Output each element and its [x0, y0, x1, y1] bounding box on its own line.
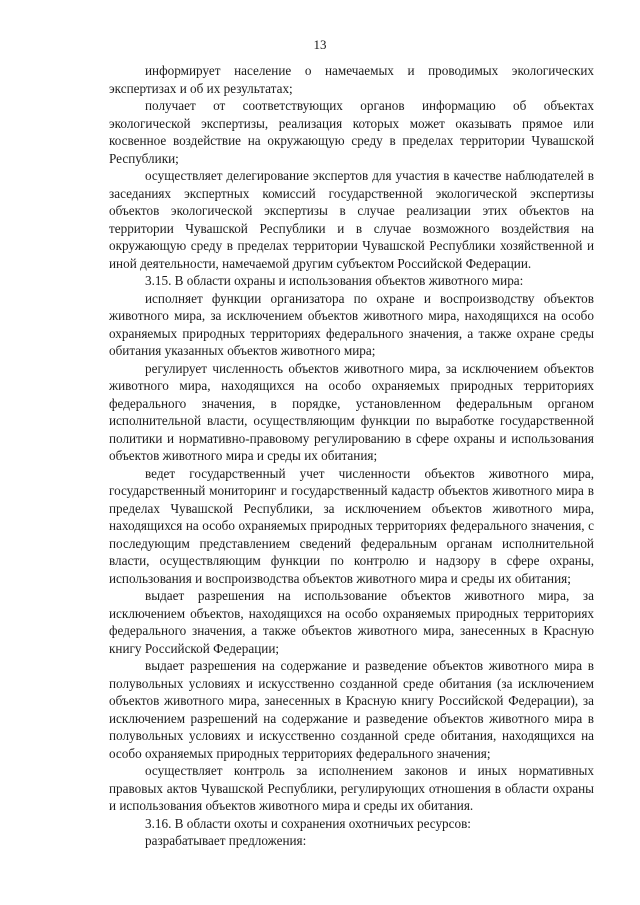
paragraph: ведет государственный учет численности объектов животного мира, государственный мониторинг и государственный кадастр объектов животного мира в пределах Чувашской Республики, за исключением объектов животного мира, находящихся на особо охраняемых природных территориях федерального значения, с последующим представлением сведений федеральным органам исполнительной власти, осуществляющим функции по контролю и надзору в сфере охраны, использования и воспроизводства объектов животного мира и среды их обитания; [109, 465, 594, 586]
paragraph: информирует население о намечаемых и проводимых экологических экспертизах и об их результатах; [109, 63, 594, 96]
paragraph: получает от соответствующих органов информацию об объектах экологической экспертизы, реализация которых может оказывать прямое или косвенное воздействие на окружающую среду в пределах территории Чувашской Республики; [109, 98, 594, 166]
section-heading: 3.15. В области охраны и использования объектов животного мира: [145, 273, 524, 288]
section-heading: 3.16. В области охоты и сохранения охотничьих ресурсов: [145, 815, 471, 831]
paragraph: разрабатывает предложения: [145, 833, 307, 848]
paragraph: выдает разрешения на использование объектов животного мира, за исключением объектов, находящихся на особо охраняемых природных территориях федерального значения, а также объектов животного мира, занесенных в Красную книгу Российской Федерации; [109, 588, 594, 656]
page-number: 13 [313, 37, 327, 52]
document-body [109, 62, 594, 850]
paragraph: выдает разрешения на содержание и разведение объектов животного мира в полувольных условиях и искусственно созданной среде обитания (за исключением объектов животного мира, занесенных в Красную книгу Российской Федерации), за исключением разрешений на содержание и разведение объектов животного мира в полувольных условиях и искусственно созданной среде обитания, находящихся на особо охраняемых природных территориях федерального значения; [109, 658, 594, 761]
paragraph: исполняет функции организатора по охране и воспроизводству объектов животного мира, за исключением объектов животного мира, находящихся на особо охраняемых природных территориях федерального значения, а также охране среды обитания указанных объектов животного мира; [109, 290, 594, 358]
paragraph: регулирует численность объектов животного мира, за исключением объектов животного мира, находящихся на особо охраняемых природных территориях федерального значения, в порядке, установленном федеральным органом исполнительной власти, осуществляющим функции по выработке государственной политики и нормативно-правовому регулированию в сфере охраны и использования объектов животного мира и среды их обитания; [109, 360, 594, 463]
paragraph: осуществляет делегирование экспертов для участия в качестве наблюдателей в заседаниях экспертных комиссий государственной экологической экспертизы объектов экологической экспертизы в случае реализации этих объектов на территории Чувашской Республики и в случае возможного воздействия на окружающую среду в пределах территории Чувашской Республики хозяйственной и иной деятельности, намечаемой другим субъектом Российской Федерации. [109, 168, 594, 271]
paragraph: осуществляет контроль за исполнением законов и иных нормативных правовых актов Чувашской Республики, регулирующих отношения в области охраны и использования объектов животного мира и среды их обитания. [109, 763, 594, 813]
